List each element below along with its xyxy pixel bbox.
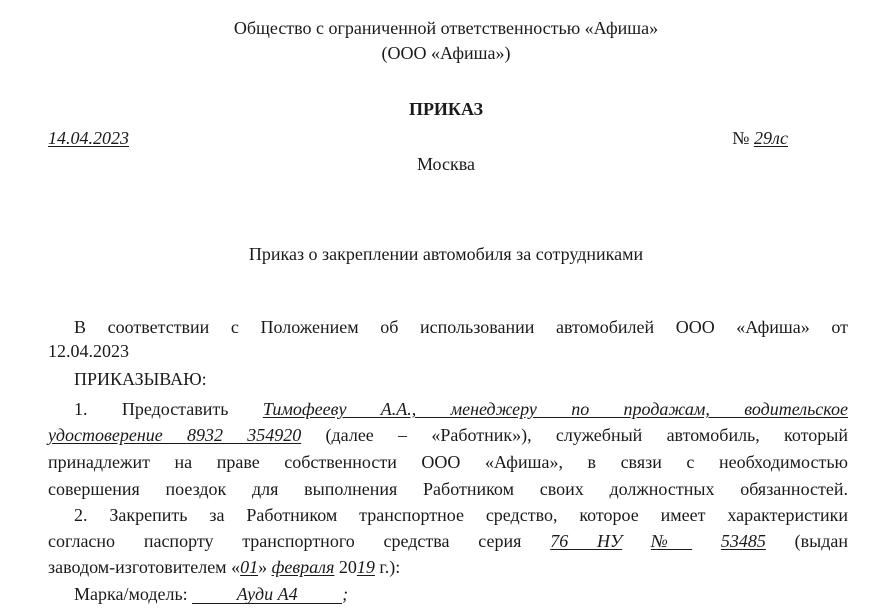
employee-name-position: Тимофееву А.А., менеджеру по продажам, водительское <box>262 399 848 419</box>
document-type: ПРИКАЗ <box>408 99 484 119</box>
car-model-line <box>74 583 348 605</box>
order-number-value: 29лс <box>753 128 788 148</box>
passport-series: 76 НУ <box>550 531 623 551</box>
item2-line3-lead: заводом-изготовителем « <box>48 557 241 577</box>
organization-short-name: (ООО «Афиша») <box>381 43 511 63</box>
car-model-end: ; <box>342 584 349 604</box>
order-number <box>732 127 788 149</box>
item2-line3 <box>48 556 400 578</box>
item2-line1: 2. Закрепить за Работником транспортное средство, которое имеет характеристики <box>74 505 848 525</box>
issue-day-close: » <box>258 557 268 577</box>
car-model-label: Марка/модель: <box>74 584 188 604</box>
issue-day: 01 <box>240 557 259 577</box>
item2-line3-rest: г.): <box>379 557 401 577</box>
year-suffix: 19 <box>356 557 375 577</box>
organization-full-name: Общество с ограниченной ответственностью «Афиша» <box>233 18 659 38</box>
item2-line2-rest: (выдан <box>794 531 849 551</box>
item1-line4: совершения поездок для выполнения Работником своих должностных обязанностей. <box>48 479 848 499</box>
item1-lead: 1. Предоставить <box>74 399 229 419</box>
order-word: ПРИКАЗЫВАЮ: <box>74 369 207 389</box>
preamble-date: 12.04.2023 <box>48 341 129 361</box>
item1-line1 <box>48 398 848 420</box>
passport-number: 53485 <box>720 531 766 551</box>
driver-license: удостоверение 8932 354920 <box>48 425 302 445</box>
car-model-value: Ауди А4 <box>236 584 298 604</box>
item1-line2 <box>48 424 848 446</box>
year-prefix: 20 <box>338 557 357 577</box>
car-model-field <box>192 585 342 604</box>
number-sign: № <box>732 128 750 148</box>
item1-line2-rest: (далее – «Работник»), служебный автомобиль, который <box>325 425 848 445</box>
order-title: Приказ о закреплении автомобиля за сотрудниками <box>248 244 644 264</box>
city: Москва <box>417 154 475 174</box>
item2-line2 <box>48 530 848 552</box>
issue-month: февраля <box>271 557 335 577</box>
preamble-text: В соответствии с Положением об использовании автомобилей ООО «Афиша» от <box>74 317 848 337</box>
passport-number-sign: № <box>650 531 693 551</box>
item2-line2-lead: согласно паспорту транспортного средства серия <box>48 531 522 551</box>
item1-line3: принадлежит на праве собственности ООО «Афиша», в связи с необходимостью <box>48 452 848 472</box>
order-date: 14.04.2023 <box>48 128 129 148</box>
